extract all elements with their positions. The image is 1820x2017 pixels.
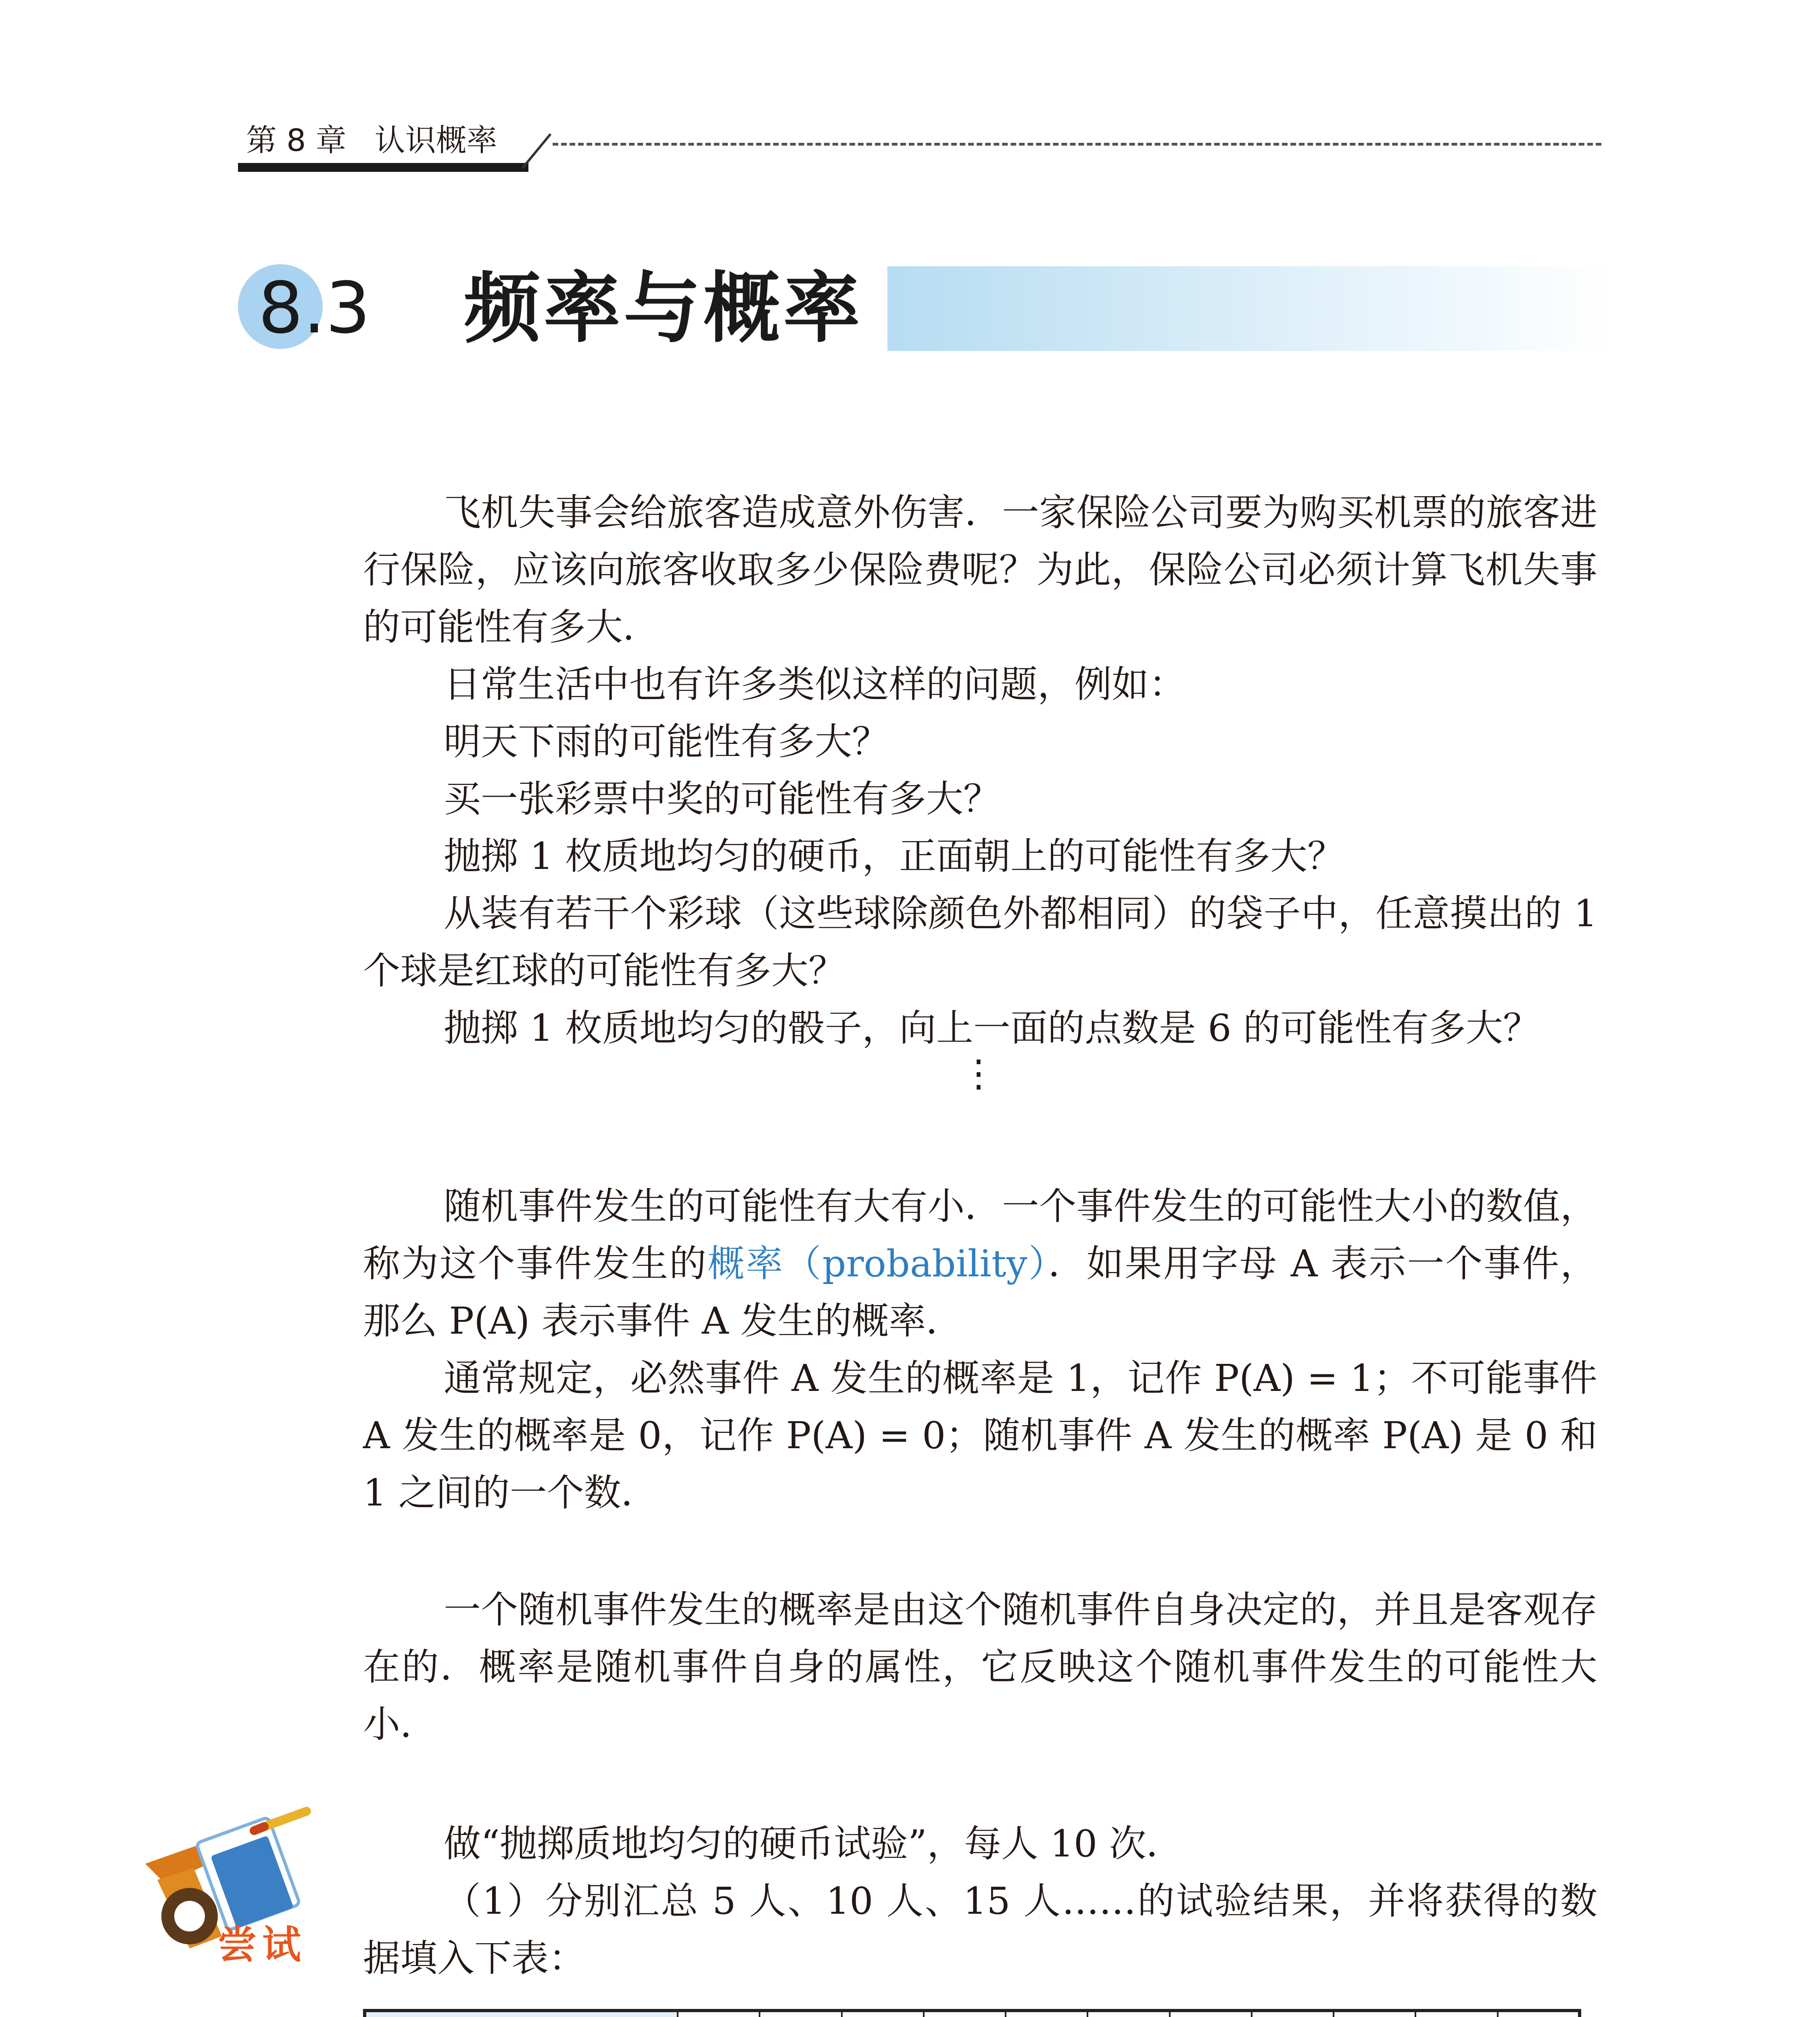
header-underline	[238, 163, 528, 172]
paragraph-example-die: 抛掷 1 枚质地均匀的骰子，向上一面的点数是 6 的可能性有多大？	[444, 1006, 1540, 1050]
chapter-title: 认识概率	[374, 122, 497, 158]
paragraph-coin-experiment: 做“抛掷质地均匀的硬币试验”，每人 10 次．	[444, 1822, 1183, 1865]
title-gradient-bar	[887, 266, 1613, 351]
row-label-tosses	[365, 2011, 678, 2017]
paragraph-example-ball: 从装有若干个彩球（这些球除颜色外都相同）的袋子中，任意摸出的 1 个球是红球的可能性有多大？	[363, 892, 1597, 992]
table-cell	[1006, 2011, 1087, 2017]
section-title: 频率与概率	[464, 264, 864, 353]
running-header	[246, 121, 497, 160]
table-cell	[1415, 2011, 1497, 2017]
table-cell	[1087, 2011, 1169, 2017]
table-cell	[1334, 2011, 1415, 2017]
paragraph-example-rain: 明天下雨的可能性有多大？	[444, 720, 889, 763]
frequency-table	[363, 2009, 1581, 2017]
header-dashed-rule	[553, 143, 1601, 146]
table-cell	[1498, 2011, 1580, 2017]
term-probability: 概率（probability）	[708, 1242, 1048, 1285]
table-row-tosses	[365, 2011, 1580, 2017]
paragraph-probability-rules: 通常规定，必然事件 A 发生的概率是 1，记作 P(A) = 1；不可能事件 A 发生的概率是 0，记作 P(A) = 0；随机事件 A 发生的概率 P(A) 是 0 和 1 之间的一个数．	[363, 1357, 1597, 1514]
table-cell	[1170, 2011, 1252, 2017]
paragraph-objectivity: 一个随机事件发生的概率是由这个随机事件自身决定的，并且是客观存在的．概率是随机事件自身的属性，它反映这个随机事件发生的可能性大小．	[363, 1588, 1597, 1746]
vertical-ellipsis: ⋮	[960, 1052, 997, 1095]
paragraph-table-instruction: （1）分别汇总 5 人、10 人、15 人……的试验结果，并将获得的数据填入下表：	[363, 1879, 1597, 1980]
paragraph-probability-definition: 随机事件发生的可能性有大有小．一个事件发生的可能性大小的数值，称为这个事件发生的概率（probability）．如果用字母 A 表示一个事件，那么 P(A) 表示事件 A 发生的概率．	[363, 1185, 1597, 1343]
paragraph-example-lottery: 买一张彩票中奖的可能性有多大？	[444, 777, 1001, 821]
try-it-label: 尝试	[218, 1922, 307, 1967]
chapter-number: 第 8 章	[246, 122, 346, 158]
paragraph-examples-lead: 日常生活中也有许多类似这样的问题，例如：	[444, 663, 1186, 706]
table-cell	[678, 2011, 760, 2017]
table-cell	[1252, 2011, 1334, 2017]
section-number: 8.3	[258, 267, 371, 349]
table-cell	[924, 2011, 1006, 2017]
header-slash-decoration	[520, 130, 553, 170]
table-cell	[842, 2011, 924, 2017]
paragraph-intro: 飞机失事会给旅客造成意外伤害．一家保险公司要为购买机票的旅客进行保险，应该向旅客收取多少保险费呢？为此，保险公司必须计算飞机失事的可能性有多大．	[363, 491, 1597, 649]
table-cell	[760, 2011, 841, 2017]
paragraph-example-coin: 抛掷 1 枚质地均匀的硬币，正面朝上的可能性有多大？	[444, 835, 1345, 878]
